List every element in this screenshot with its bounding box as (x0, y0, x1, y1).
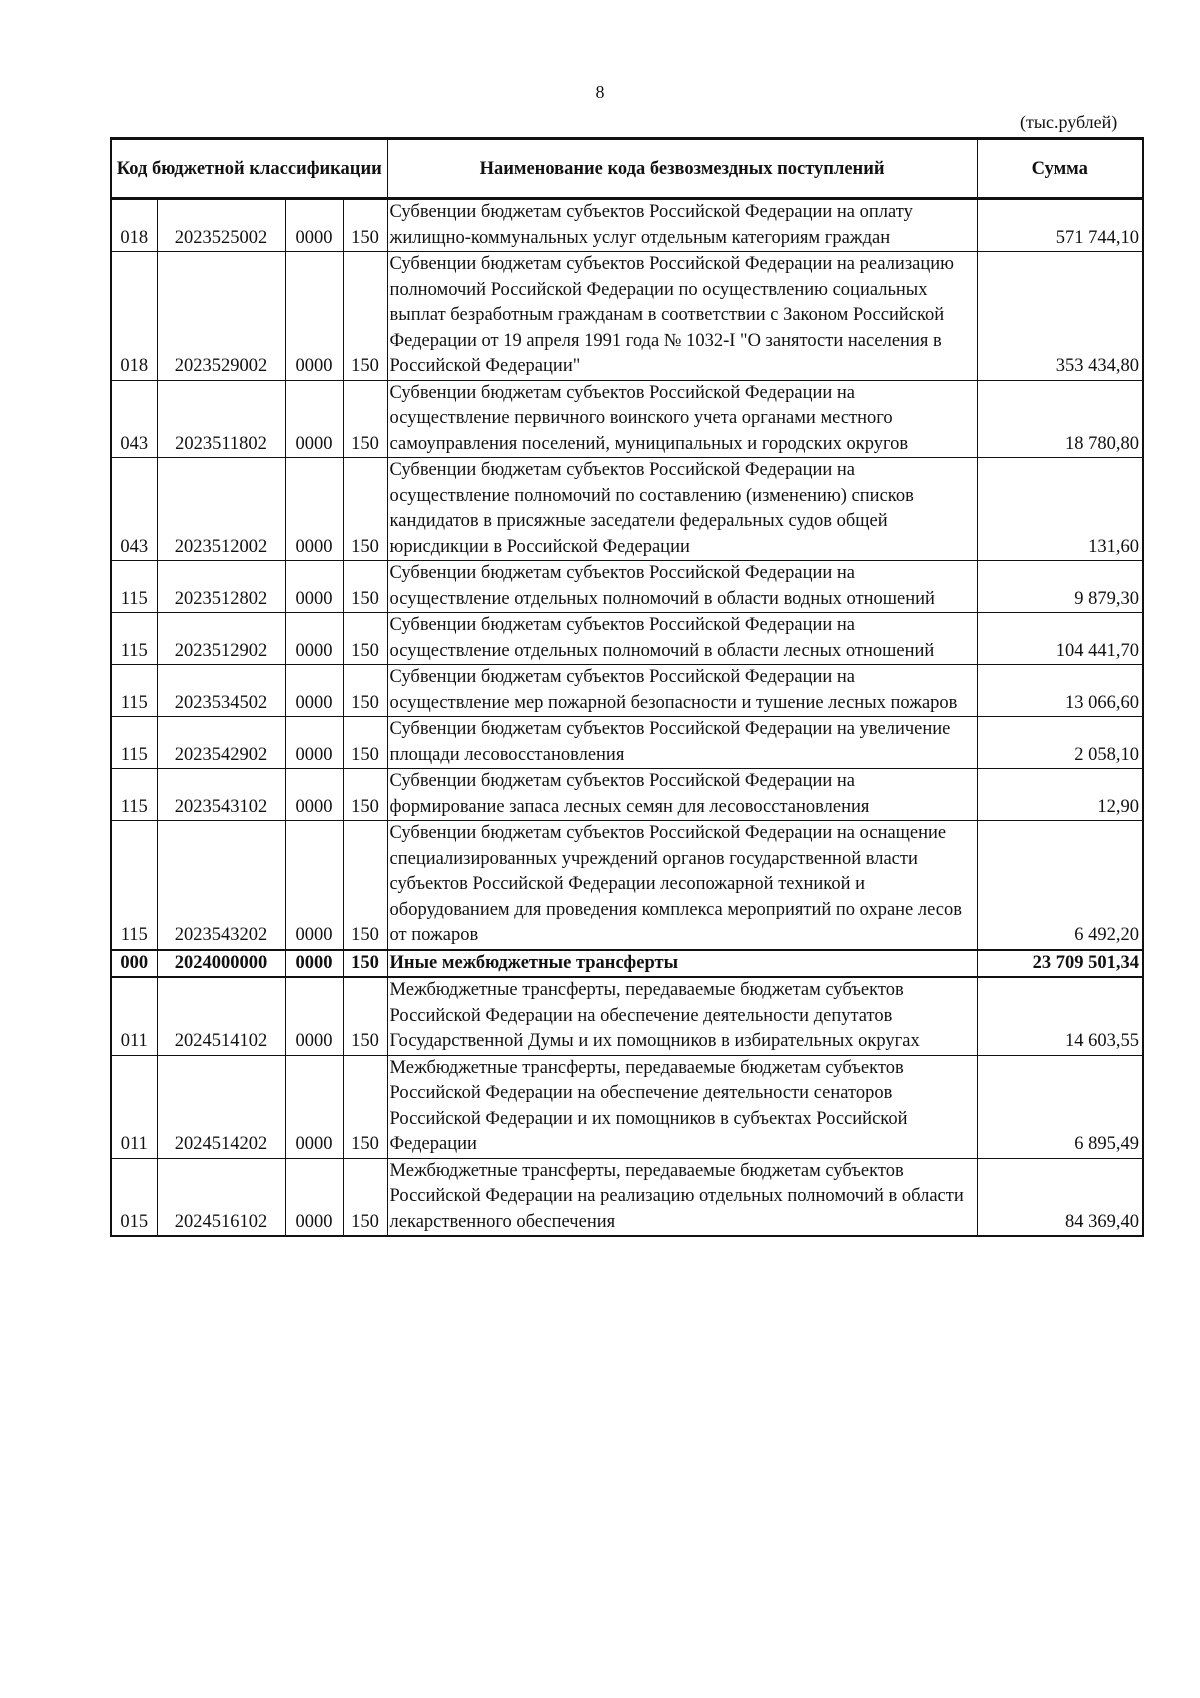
cell-revenue-name: Межбюджетные трансферты, передаваемые бюджетам субъектов Российской Федерации на обеспечение деятельности сенаторов Российской Федерации и их помощников в субъектах Российской Федерации (387, 1055, 977, 1158)
cell-revenue-code: 2023534502 (157, 665, 285, 717)
cell-kind-code: 150 (343, 977, 387, 1055)
cell-amount: 6 895,49 (977, 1055, 1143, 1158)
header-code: Код бюджетной классификации (111, 139, 387, 199)
cell-kind-code: 150 (343, 613, 387, 665)
cell-admin-code: 000 (111, 950, 157, 978)
cell-subtype-code: 0000 (285, 199, 343, 252)
page-number: 8 (595, 82, 605, 102)
cell-revenue-name: Субвенции бюджетам субъектов Российской Федерации на осуществление полномочий по составлению (изменению) списков кандидатов в присяжные заседатели федеральных судов общей юрисдикции в Российской Федерации (387, 458, 977, 561)
cell-subtype-code: 0000 (285, 561, 343, 613)
cell-kind-code: 150 (343, 665, 387, 717)
table-row (111, 977, 1143, 1055)
cell-amount: 13 066,60 (977, 665, 1143, 717)
cell-revenue-code: 2024516102 (157, 1158, 285, 1236)
cell-amount: 9 879,30 (977, 561, 1143, 613)
table-row (111, 380, 1143, 458)
cell-subtype-code: 0000 (285, 458, 343, 561)
cell-revenue-name: Субвенции бюджетам субъектов Российской Федерации на осуществление первичного воинского учета органами местного самоуправления поселений, муниципальных и городских округов (387, 380, 977, 458)
cell-kind-code: 150 (343, 380, 387, 458)
cell-revenue-name: Субвенции бюджетам субъектов Российской Федерации на формирование запаса лесных семян для лесовосстановления (387, 769, 977, 821)
cell-admin-code: 018 (111, 252, 157, 381)
cell-revenue-code: 2023543202 (157, 821, 285, 950)
cell-subtype-code: 0000 (285, 717, 343, 769)
cell-amount: 571 744,10 (977, 199, 1143, 252)
cell-amount: 23 709 501,34 (977, 950, 1143, 978)
table-row (111, 458, 1143, 561)
cell-amount: 18 780,80 (977, 380, 1143, 458)
cell-revenue-code: 2023542902 (157, 717, 285, 769)
cell-revenue-code: 2023511802 (157, 380, 285, 458)
cell-amount: 12,90 (977, 769, 1143, 821)
cell-amount: 2 058,10 (977, 717, 1143, 769)
cell-admin-code: 011 (111, 977, 157, 1055)
cell-amount: 84 369,40 (977, 1158, 1143, 1236)
cell-admin-code: 043 (111, 458, 157, 561)
cell-subtype-code: 0000 (285, 1158, 343, 1236)
cell-amount: 353 434,80 (977, 252, 1143, 381)
cell-revenue-code: 2023512902 (157, 613, 285, 665)
cell-admin-code: 115 (111, 561, 157, 613)
cell-subtype-code: 0000 (285, 252, 343, 381)
cell-kind-code: 150 (343, 1055, 387, 1158)
cell-kind-code: 150 (343, 458, 387, 561)
table-row (111, 561, 1143, 613)
cell-amount: 6 492,20 (977, 821, 1143, 950)
cell-revenue-name: Субвенции бюджетам субъектов Российской Федерации на оснащение специализированных учреждений органов государственной власти субъектов Российской Федерации лесопожарной техникой и оборудованием для проведения комплекса мероприятий по охране лесов от пожаров (387, 821, 977, 950)
cell-revenue-name: Субвенции бюджетам субъектов Российской Федерации на осуществление мер пожарной безопасности и тушение лесных пожаров (387, 665, 977, 717)
cell-kind-code: 150 (343, 950, 387, 978)
cell-kind-code: 150 (343, 252, 387, 381)
cell-revenue-code: 2024000000 (157, 950, 285, 978)
cell-subtype-code: 0000 (285, 665, 343, 717)
cell-admin-code: 011 (111, 1055, 157, 1158)
table-row (111, 769, 1143, 821)
cell-kind-code: 150 (343, 717, 387, 769)
cell-admin-code: 115 (111, 717, 157, 769)
cell-subtype-code: 0000 (285, 950, 343, 978)
table-header-row (111, 139, 1143, 199)
cell-kind-code: 150 (343, 561, 387, 613)
cell-revenue-code: 2023525002 (157, 199, 285, 252)
cell-kind-code: 150 (343, 1158, 387, 1236)
cell-admin-code: 115 (111, 769, 157, 821)
cell-subtype-code: 0000 (285, 977, 343, 1055)
table-row (111, 199, 1143, 252)
table-row (111, 950, 1143, 978)
cell-revenue-code: 2023512002 (157, 458, 285, 561)
cell-amount: 104 441,70 (977, 613, 1143, 665)
cell-revenue-code: 2024514102 (157, 977, 285, 1055)
cell-kind-code: 150 (343, 821, 387, 950)
table-body (111, 199, 1143, 1237)
cell-admin-code: 018 (111, 199, 157, 252)
cell-revenue-code: 2024514202 (157, 1055, 285, 1158)
cell-amount: 14 603,55 (977, 977, 1143, 1055)
budget-table (110, 137, 1144, 1237)
table-row (111, 1055, 1143, 1158)
cell-revenue-code: 2023529002 (157, 252, 285, 381)
cell-amount: 131,60 (977, 458, 1143, 561)
cell-revenue-code: 2023512802 (157, 561, 285, 613)
cell-subtype-code: 0000 (285, 769, 343, 821)
cell-admin-code: 043 (111, 380, 157, 458)
table-row (111, 717, 1143, 769)
cell-revenue-name: Субвенции бюджетам субъектов Российской Федерации на осуществление отдельных полномочий в области водных отношений (387, 561, 977, 613)
cell-subtype-code: 0000 (285, 613, 343, 665)
header-name: Наименование кода безвозмездных поступлений (387, 139, 977, 199)
table-row (111, 821, 1143, 950)
cell-subtype-code: 0000 (285, 821, 343, 950)
cell-revenue-name: Субвенции бюджетам субъектов Российской Федерации на увеличение площади лесовосстановления (387, 717, 977, 769)
cell-admin-code: 115 (111, 613, 157, 665)
cell-revenue-name: Субвенции бюджетам субъектов Российской Федерации на осуществление отдельных полномочий в области лесных отношений (387, 613, 977, 665)
table-row (111, 613, 1143, 665)
cell-revenue-name: Межбюджетные трансферты, передаваемые бюджетам субъектов Российской Федерации на обеспечение деятельности депутатов Государственной Думы и их помощников в избирательных округах (387, 977, 977, 1055)
table-row (111, 252, 1143, 381)
cell-admin-code: 015 (111, 1158, 157, 1236)
cell-revenue-code: 2023543102 (157, 769, 285, 821)
cell-admin-code: 115 (111, 665, 157, 717)
cell-subtype-code: 0000 (285, 380, 343, 458)
cell-subtype-code: 0000 (285, 1055, 343, 1158)
cell-revenue-name: Межбюджетные трансферты, передаваемые бюджетам субъектов Российской Федерации на реализацию отдельных полномочий в области лекарственного обеспечения (387, 1158, 977, 1236)
cell-admin-code: 115 (111, 821, 157, 950)
units-label: (тыс.рублей) (1020, 112, 1118, 132)
cell-revenue-name: Субвенции бюджетам субъектов Российской Федерации на оплату жилищно-коммунальных услуг отдельным категориям граждан (387, 199, 977, 252)
cell-kind-code: 150 (343, 199, 387, 252)
cell-kind-code: 150 (343, 769, 387, 821)
table-row (111, 1158, 1143, 1236)
cell-revenue-name: Иные межбюджетные трансферты (387, 950, 977, 978)
cell-revenue-name: Субвенции бюджетам субъектов Российской Федерации на реализацию полномочий Российской Федерации по осуществлению социальных выплат безработным гражданам в соответствии с Законом Российской Федерации от 19 апреля 1991 года № 1032-I "О занятости населения в Российской Федерации" (387, 252, 977, 381)
table-row (111, 665, 1143, 717)
header-sum: Сумма (977, 139, 1143, 199)
